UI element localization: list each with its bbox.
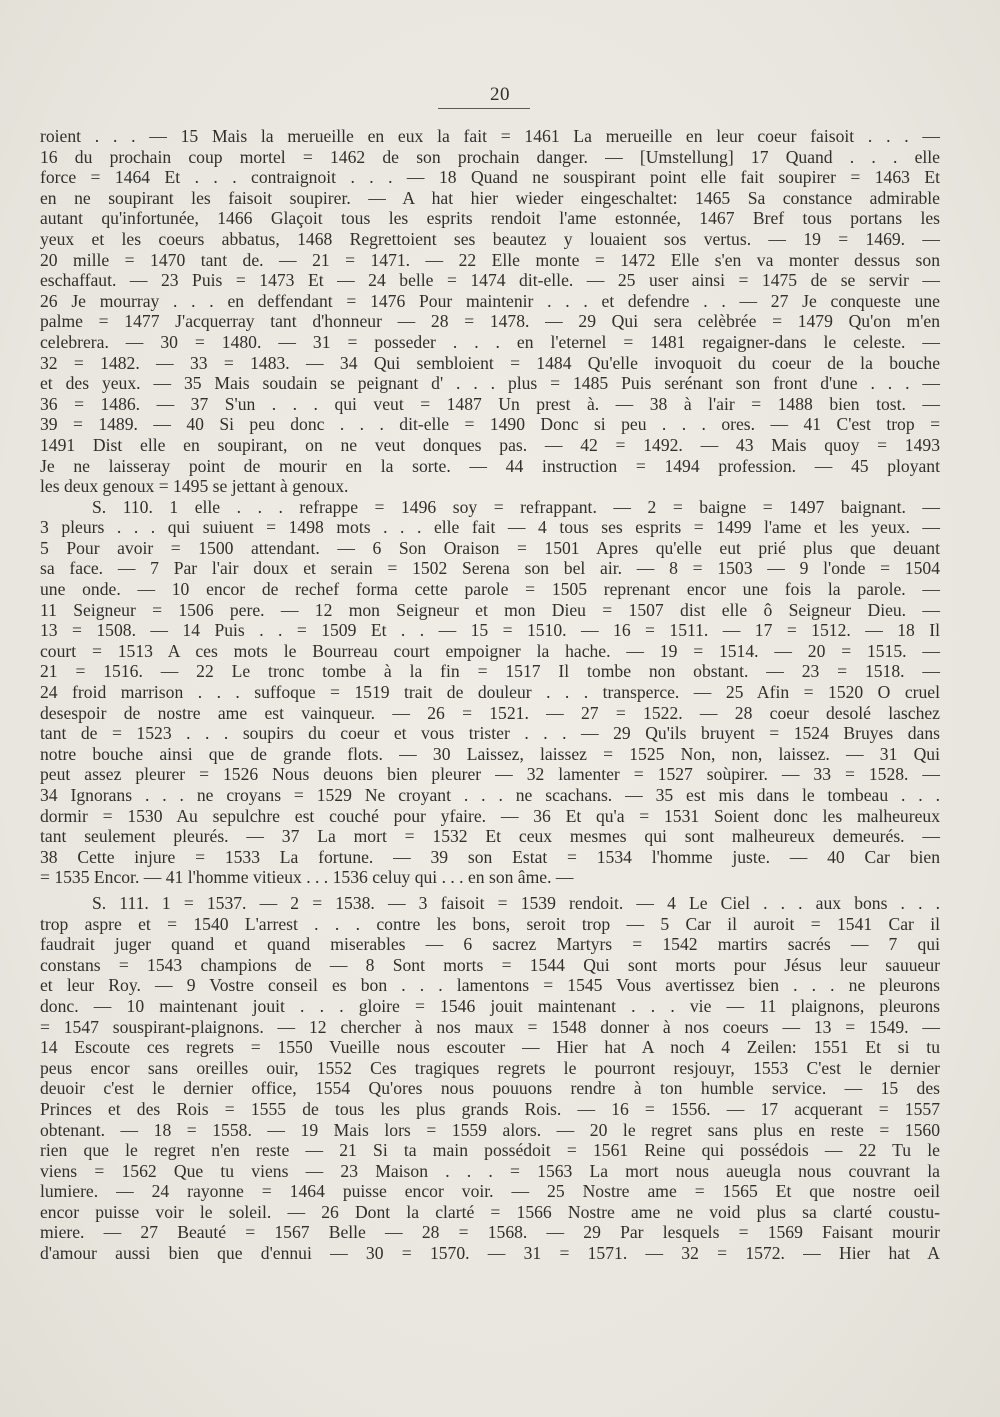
text-line: Je ne laisseray point de mourir en la sorte. — 44 instruction = 1494 profession. — 45 ployant — [40, 455, 940, 476]
text-line: celebrera. — 30 = 1480. — 31 = posseder . . . en l'eternel = 1481 regaigner-dans le celeste. — — [40, 331, 940, 352]
text-line: deuoir c'est le dernier office, 1554 Qu'ores nous pouuons rendre à ton humble service. — 15 des — [40, 1078, 940, 1099]
text-line: dormir = 1530 Au sepulchre est couché pour yfaire. — 36 Et qu'a = 1531 Soient donc les malheureux — [40, 805, 940, 826]
text-line: roient . . . — 15 Mais la merueille en eux la fait = 1461 La merueille en leur coeur faisoit . . . — — [40, 126, 940, 146]
text-line: = 1535 Encor. — 41 l'homme vitieux . . . 1536 celuy qui . . . en son âme. — — [40, 867, 574, 888]
text-line: Princes et des Rois = 1555 de tous les plus grands Rois. — 16 = 1556. — 17 acquerant = 1557 — [40, 1098, 940, 1119]
text-line: 26 Je mourray . . . en deffendant = 1476 Pour maintenir . . . et defendre . . — 27 Je conqueste une — [40, 290, 940, 311]
text-line: 36 = 1486. — 37 S'un . . . qui veut = 1487 Un prest à. — 38 à l'air = 1488 bien tost. — — [40, 393, 940, 414]
text-line: peus encor sans oreilles ouir, 1552 Ces tragiques regrets le pourront resjouyr, 1553 C'est le dernier — [40, 1057, 940, 1078]
section-start-line: S. 110. 1 elle . . . refrappe = 1496 soy = refrappant. — 2 = baigne = 1497 baignant. — — [92, 496, 940, 517]
text-line: 21 = 1516. — 22 Le tronc tombe à la fin = 1517 Il tombe non obstant. — 23 = 1518. — — [40, 661, 940, 682]
text-line: force = 1464 Et . . . contraignoit . . . — 18 Quand ne souspirant point elle fait soupirer = 1463 Et — [40, 167, 940, 188]
text-line: 11 Seigneur = 1506 pere. — 12 mon Seigneur et mon Dieu = 1507 dist elle ô Seigneur Dieu. — — [40, 599, 940, 620]
text-line: autant qu'infortunée, 1466 Glaçoit tous les esprits rendoit l'ame estonnée, 1467 Bref tous portans les — [40, 208, 940, 229]
body-text — [40, 126, 940, 1264]
text-line: 14 Escoute ces regrets = 1550 Vueille nous escouter — Hier hat A noch 4 Zeilen: 1551 Et si tu — [40, 1037, 940, 1058]
text-line: miere. — 27 Beauté = 1567 Belle — 28 = 1568. — 29 Par lesquels = 1569 Faisant mourir — [40, 1222, 940, 1243]
text-line: 24 froid marrison . . . suffoque = 1519 trait de douleur . . . transperce. — 25 Afin = 1520 O cruel — [40, 682, 940, 703]
text-line: d'amour aussi bien que d'ennui — 30 = 1570. — 31 = 1571. — 32 = 1572. — Hier hat A — [40, 1243, 940, 1264]
text-line: eschaffaut. — 23 Puis = 1473 Et — 24 belle = 1474 dit-elle. — 25 user ainsi = 1475 de se servir — — [40, 270, 940, 291]
text-line: et leur Roy. — 9 Vostre conseil es bon . . . lamentons = 1545 Vous avertissez bien . . . ne pleurons — [40, 975, 940, 996]
text-line: 16 du prochain coup mortel = 1462 de son prochain danger. — [Umstellung] 17 Quand . . . elle — [40, 146, 940, 167]
text-line: constans = 1543 champions de — 8 Sont morts = 1544 Qui sont morts pour Jésus leur sauueur — [40, 954, 940, 975]
text-line: yeux et les coeurs abbatus, 1468 Regrettoient ses beautez y louaient sos vertus. — 19 = 1469. — — [40, 228, 940, 249]
text-line: tant seulement pleurés. — 37 La mort = 1532 Et ceux mesmes qui sont malheureux demeurés. — — [40, 826, 940, 847]
text-line: faudrait juger quand et quand miserables — 6 sacrez Martyrs = 1542 martirs sacrés — 7 qui — [40, 934, 940, 955]
text-line: 1491 Dist elle en soupirant, on ne veut donques pas. — 42 = 1492. — 43 Mais quoy = 1493 — [40, 434, 940, 455]
text-line: les deux genoux = 1495 se jettant à genoux. — [40, 476, 349, 497]
text-line: 3 pleurs . . . qui suiuent = 1498 mots . . . elle fait — 4 tous ses esprits = 1499 l'ame et les yeux. — — [40, 517, 940, 538]
section-start-line: S. 111. 1 = 1537. — 2 = 1538. — 3 faisoit = 1539 rendoit. — 4 Le Ciel . . . aux bons . . . — [92, 892, 940, 913]
text-line: rien que le regret n'en reste — 21 Si ta main possédoit = 1561 Reine qui possédois — 22 Tu le — [40, 1140, 940, 1161]
text-line: = 1547 souspirant-plaignons. — 12 chercher à nos maux = 1548 donner à nos coeurs — 13 = 1549. — — [40, 1016, 940, 1037]
text-line: trop aspre et = 1540 L'arrest . . . contre les bons, seroit trop — 5 Car il auroit = 1541 Car il — [40, 913, 940, 934]
text-line: 38 Cette injure = 1533 La fortune. — 39 son Estat = 1534 l'homme juste. — 40 Car bien — [40, 846, 940, 867]
text-line: et des yeux. — 35 Mais soudain se peignant d' . . . plus = 1485 Puis serénant son front d'une . . . — — [40, 373, 940, 394]
text-line: notre bouche ainsi que de grande flots. — 30 Laissez, laissez = 1525 Non, non, laissez. — 31 Qui — [40, 743, 940, 764]
text-line: lumiere. — 24 rayonne = 1464 puisse encor voir. — 25 Nostre ame = 1565 Et que nostre oeil — [40, 1181, 940, 1202]
text-line: 13 = 1508. — 14 Puis . . = 1509 Et . . — 15 = 1510. — 16 = 1511. — 17 = 1512. — 18 Il — [40, 620, 940, 641]
text-line: 20 mille = 1470 tant de. — 21 = 1471. — 22 Elle monte = 1472 Elle s'en va monter dessus son — [40, 249, 940, 270]
text-line: obtenant. — 18 = 1558. — 19 Mais lors = 1559 alors. — 20 le regret sans plus en reste = 1560 — [40, 1119, 940, 1140]
text-line: palme = 1477 J'acquerray tant d'honneur — 28 = 1478. — 29 Qui sera celèbrée = 1479 Qu'on m'en — [40, 311, 940, 332]
text-line: en ne soupirant les faisoit soupirer. — A hat hier wieder eingeschaltet: 1465 Sa constance admirable — [40, 187, 940, 208]
header-rule — [438, 108, 530, 109]
text-line: encor puisse voir le soleil. — 26 Dont la clarté = 1566 Nostre ame ne void plus sa clarté coustu- — [40, 1201, 940, 1222]
text-line: 34 Ignorans . . . ne croyans = 1529 Ne croyant . . . ne scachans. — 35 est mis dans le tombeau . . . — [40, 785, 940, 805]
text-line: une onde. — 10 encor de rechef forma cette parole = 1505 reprenant encor une fois la parole. — — [40, 579, 940, 600]
page-number: 20 — [490, 84, 510, 105]
text-line: 5 Pour avoir = 1500 attendant. — 6 Son Oraison = 1501 Apres qu'elle eut prié plus que deuant — [40, 537, 940, 558]
text-line: 39 = 1489. — 40 Si peu donc . . . dit-elle = 1490 Donc si peu . . . ores. — 41 C'est trop = — [40, 414, 940, 435]
text-line: 32 = 1482. — 33 = 1483. — 34 Qui sembloient = 1484 Qu'elle invoquoit du coeur de la bouche — [40, 352, 940, 373]
text-line: viens = 1562 Que tu viens — 23 Maison . . . = 1563 La mort nous aueugla nous couvrant la — [40, 1160, 940, 1181]
text-line: sa face. — 7 Par l'air doux et serain = 1502 Serena son bel air. — 8 = 1503 — 9 l'onde = 1504 — [40, 558, 940, 579]
text-line: peut assez pleurer = 1526 Nous deuons bien pleurer — 32 lamenter = 1527 soùpirer. — 33 = 1528. — — [40, 764, 940, 785]
text-line: court = 1513 A ces mots le Bourreau court empoigner la hache. — 19 = 1514. — 20 = 1515. — — [40, 640, 940, 661]
text-line: tant de = 1523 . . . soupirs du coeur et vous trister . . . — 29 Qu'ils bruyent = 1524 Bruyes dans — [40, 723, 940, 744]
text-line: desespoir de nostre ame est vainqueur. — 26 = 1521. — 27 = 1522. — 28 coeur desolé laschez — [40, 702, 940, 723]
text-line: donc. — 10 maintenant jouit . . . gloire = 1546 jouit maintenant . . . vie — 11 plaignons, pleurons — [40, 995, 940, 1016]
